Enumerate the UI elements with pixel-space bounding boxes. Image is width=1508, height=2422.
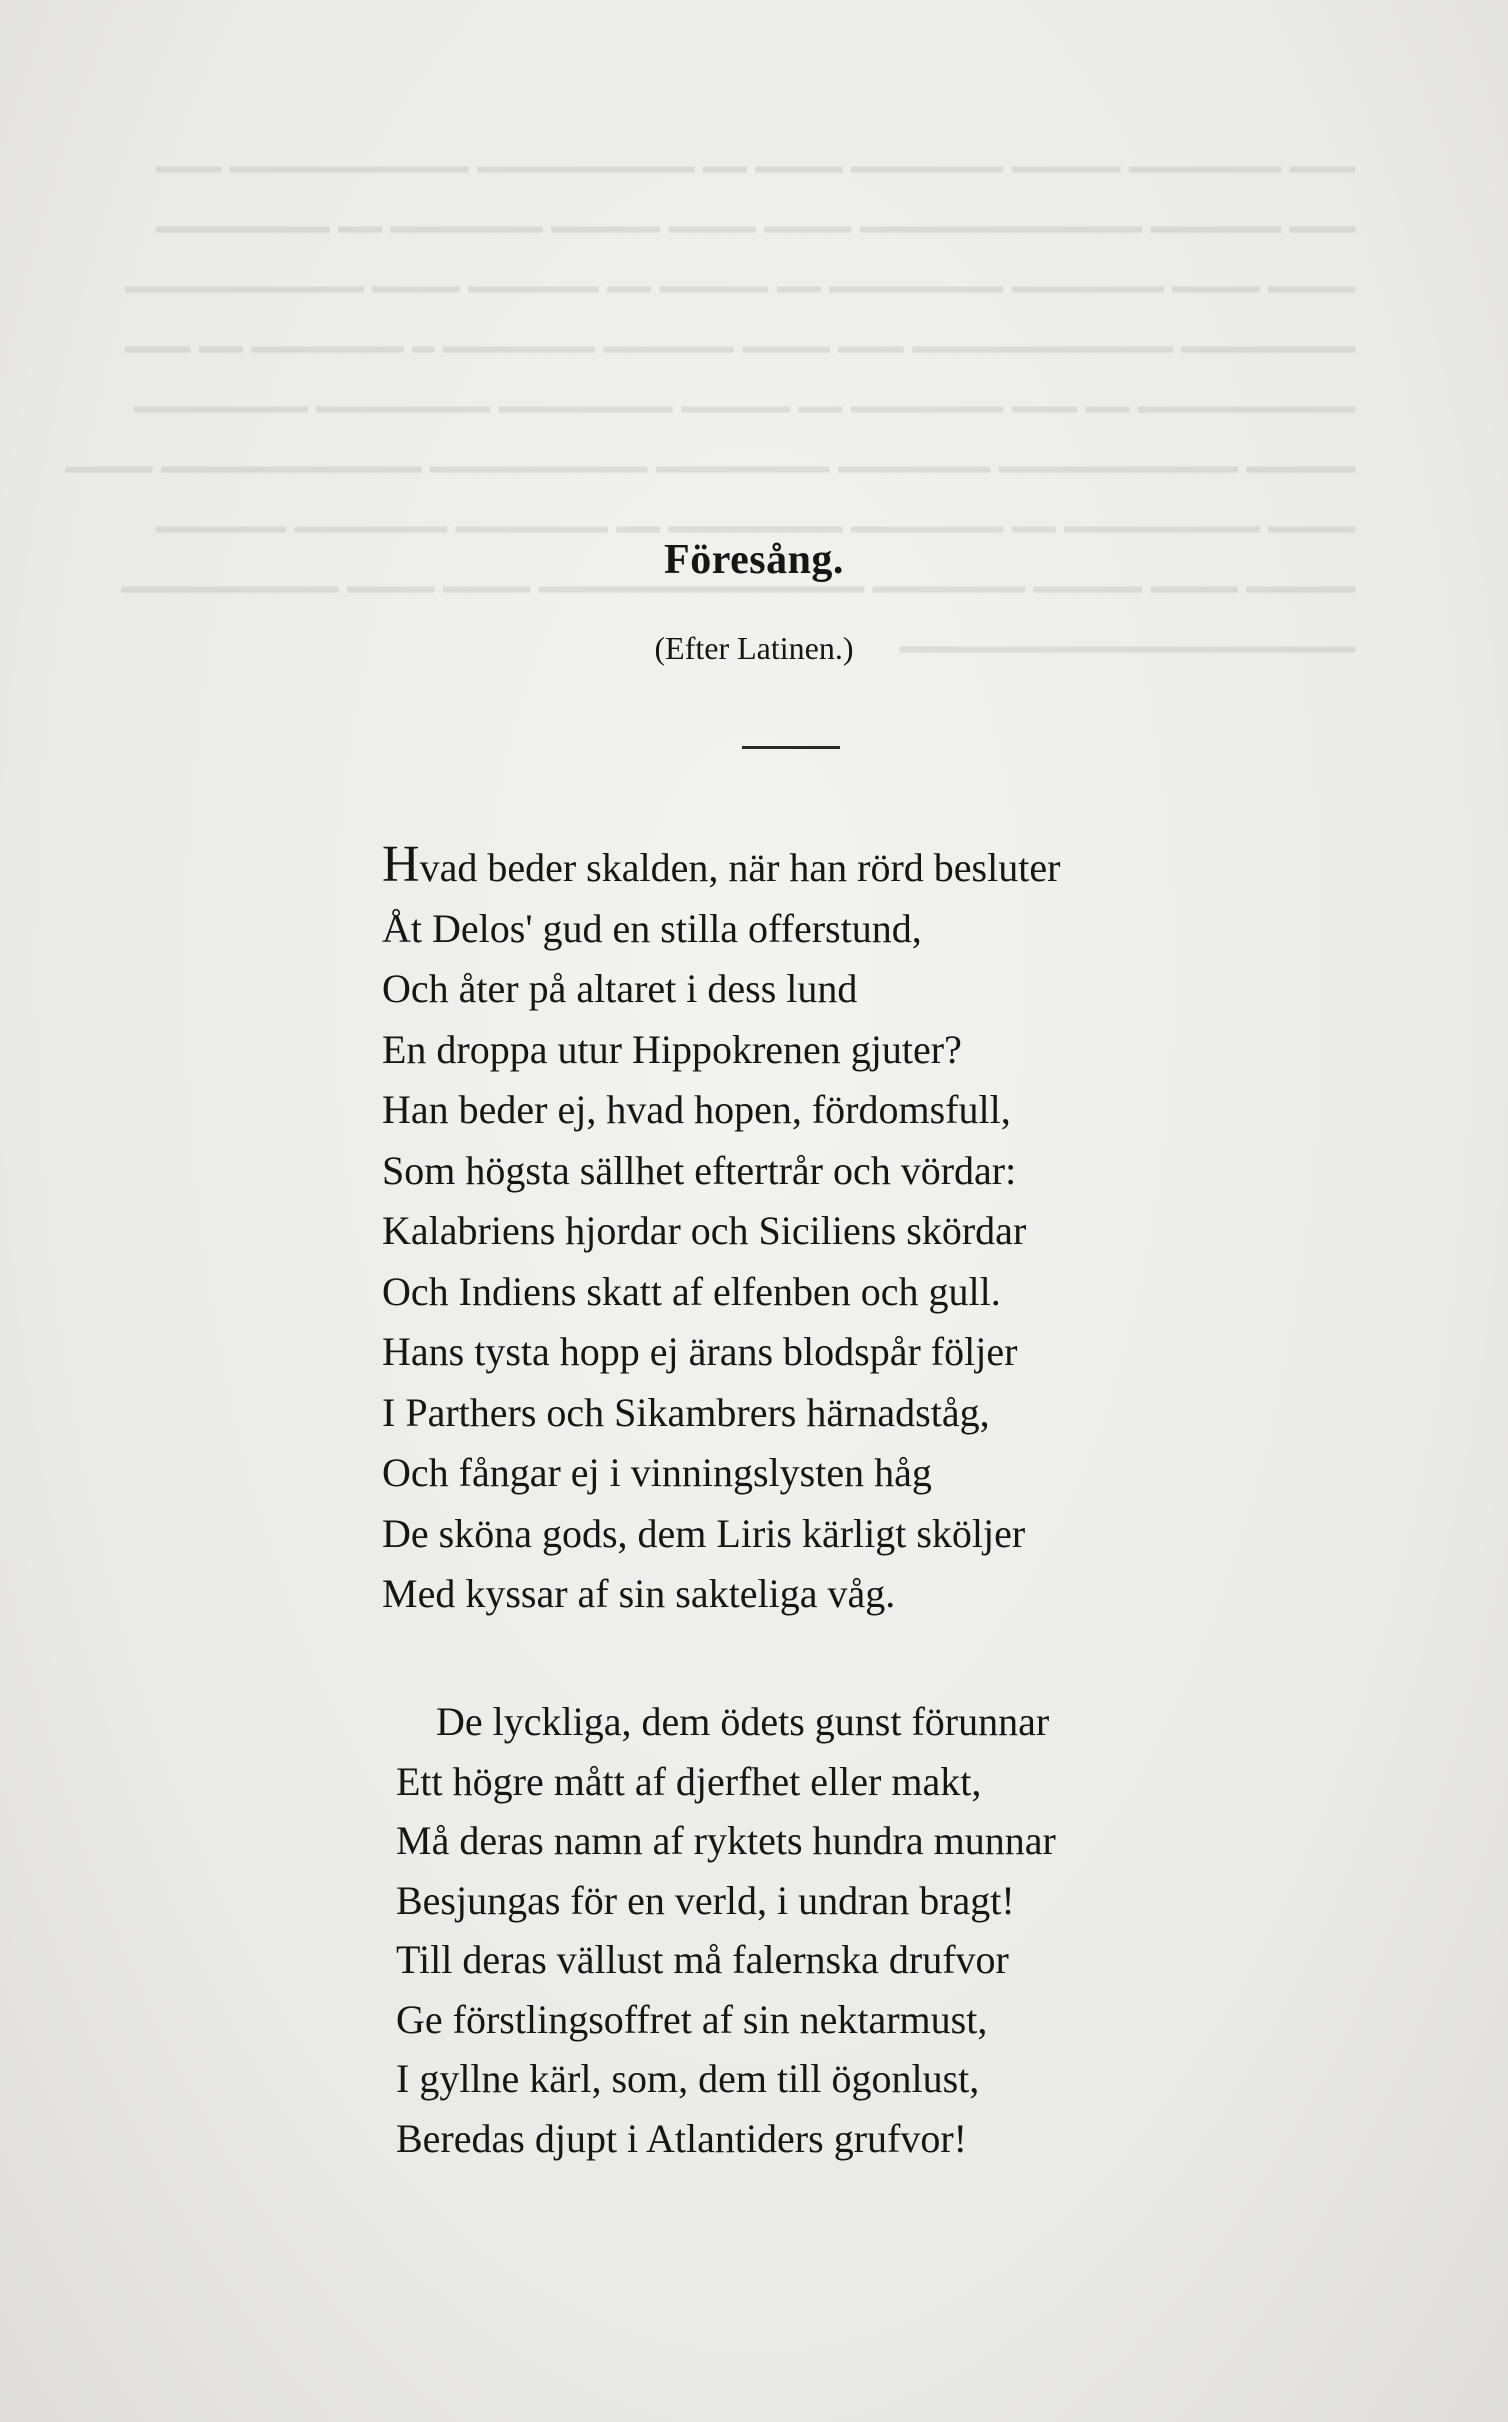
- poem-line: Beredas djupt i Atlantiders grufvor!: [396, 2115, 967, 2161]
- drop-cap: H: [382, 836, 420, 893]
- poem-line: Och fångar ej i vinningslysten håg: [382, 1450, 932, 1495]
- poem-line: En droppa utur Hippokrenen gjuter?: [382, 1026, 962, 1072]
- poem-line: I gyllne kärl, som, dem till ögonlust,: [396, 2056, 980, 2101]
- poem-line: Må deras namn af ryktets hundra munnar: [396, 1818, 1056, 1863]
- bleed-through-text: ━━━ ━━━━━━━ ━━━━━ ━━━━━━━ ━━━━ ━━ ━━━━━━━━━━ ━━━━━━━━━━━ ━━━ ━━━ ━━━━━━ ━━━━━━━━━━━━━ ━━━━ ━━━━ ━━━━━ ━━━━━━━ ━━ ━━━━━━━━ ━━━━ ━━━━ ━━━━━━━ ━━━━━━━━ ━━ ━━━━━ ━━ ━━━━━━ ━━━━ ━━━━━━━━━━━ ━━━━━━━━ ━━━━━━━━━━━━ ━━━ ━━━━ ━━━━━━ ━━━━━━━ ━ ━━━━━━━ ━━ ━━━ ━━━━━━━━━━ ━━ ━━━ ━━━━━━━ ━━ ━━━━━ ━━━━━━━━ ━━━━━━━━ ━━━━━━━━ ━━━━━ ━━━━━━━━━━━ ━━━━━━━ ━━━━━━━━ ━━━━━━━━━━ ━━━━━━━━━━━━ ━━━━ ━━━━ ━━━━━━━━━ ━━ ━━━━━━━ ━━━━━━━━ ━━ ━━━━━━━ ━━━━━━━ ━━━━━━ ━━━━━ ━━━━ ━━━━━ ━━━━━━━ ━━━━━━━━━━━━━━━ ━━━━ ━━━━ ━━━━━━━━━━ ━━━━━━━━━━━━━━━━━━━━━: [65, 150, 1355, 670]
- poem-subtitle: (Efter Latinen.): [654, 630, 854, 666]
- poem-line-text: vad beder skalden, när han rörd besluter: [419, 845, 1061, 890]
- poem-line: Till deras vällust må falernska drufvor: [396, 1937, 1009, 1982]
- poem-line: Ge förstlingsoffret af sin nektarmust,: [396, 1996, 988, 2042]
- poem-line: Kalabriens hjordar och Siciliens skördar: [382, 1208, 1027, 1253]
- poem-line: De sköna gods, dem Liris kärligt sköljer: [382, 1510, 1026, 1556]
- poem-line: Med kyssar af sin sakteliga våg.: [382, 1571, 896, 1616]
- poem-line: Han beder ej, hvad hopen, fördomsfull,: [382, 1087, 1011, 1132]
- poem-line: Ett högre mått af djerfhet eller makt,: [396, 1758, 982, 1804]
- poem-line: De lyckliga, dem ödets gunst förunnar: [436, 1699, 1050, 1744]
- stanza-2: [396, 1692, 1056, 2168]
- poem-line: I Parthers och Sikambrers härnadståg,: [382, 1389, 990, 1435]
- poem-line: Och Indiens skatt af elfenben och gull.: [382, 1268, 1001, 1314]
- poem-line: Och åter på altaret i dess lund: [382, 966, 858, 1011]
- stanza-1: [382, 838, 1060, 1625]
- title-divider: [742, 746, 840, 749]
- poem-line: Besjungas för en verld, i undran bragt!: [396, 1877, 1015, 1923]
- poem-line: [382, 838, 1060, 899]
- poem-line: Hans tysta hopp ej ärans blodspår följer: [382, 1329, 1018, 1374]
- poem-line: Åt Delos' gud en stilla offerstund,: [382, 905, 922, 951]
- poem-line: Som högsta sällhet eftertrår och vördar:: [382, 1147, 1017, 1193]
- poem-title: Föresång.: [664, 537, 844, 583]
